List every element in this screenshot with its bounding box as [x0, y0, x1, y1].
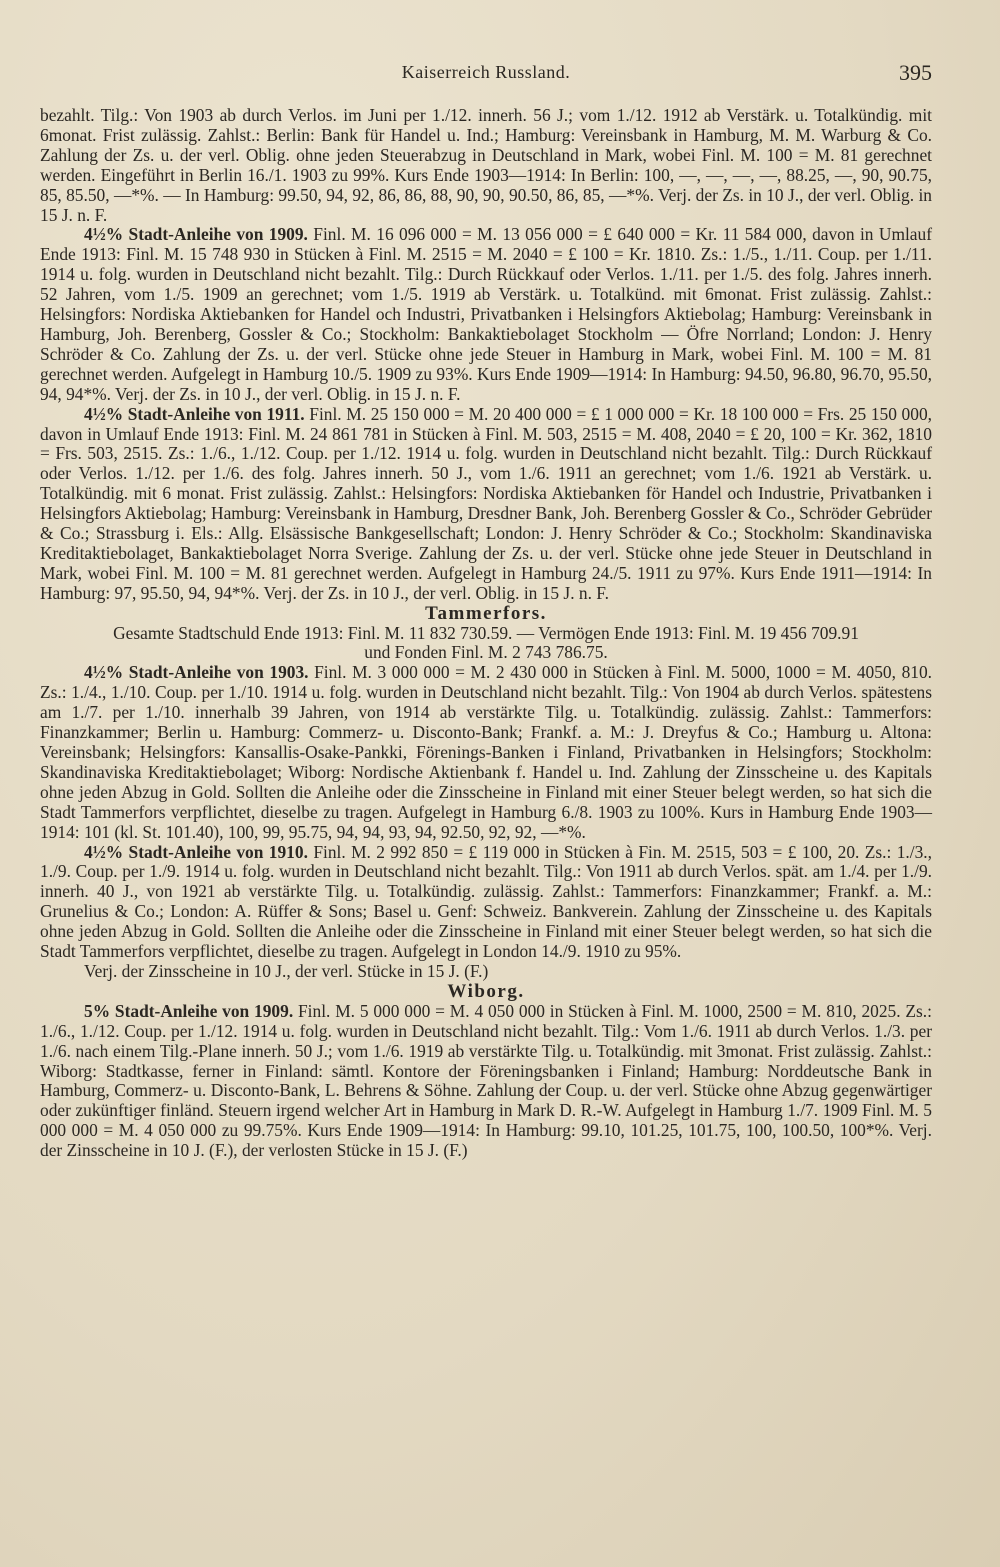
bond-details: Finl. M. 5 000 000 = M. 4 050 000 in Stücken à Finl. M. 1000, 2500 = M. 810, 2025. Zs.: 1./6., 1./12. Coup. per 1./12. 1914 u. folg. wurden in Deutschland nicht bezahlt. Tilg.: Vom 1./6. 1911 ab durch Verlos. 1./3. per 1./6. nach einem Tilg.-Plane innerh. 50 J.; vom 1./6. 1919 ab verstärkte Tilg. u. Totalkündig. mit 3monat. Frist zulässig. Zahlst.: Wiborg: Stadtkasse, ferner in Finland: sämtl. Kontore der Föreningsbanken i Finland; Hamburg: Norddeutsche Bank in Hamburg, Commerz- u. Disconto-Bank, L. Behrens & Söhne. Zahlung der Coup. u. der verl. Stücke ohne Abzug gegenwärtiger oder zukünftiger finländ. Steuern irgend welcher Art in Hamburg in Mark D. R.-W. Aufgelegt in Hamburg 1./7. 1909 Finl. M. 5 000 000 = M. 4 050 000 zu 99.75%. Kurs Ende 1909—1914: In Hamburg: 99.10, 101.25, 101.75, 100, 100.50, 100*%. Verj. der Zinsscheine in 10 J. (F.), der verlosten Stücke in 15 J. (F.) [40, 1000, 932, 1161]
bond-details: Finl. M. 2 992 850 = £ 119 000 in Stücken à Fin. M. 2515, 503 = £ 100, 20. Zs.: 1./3., 1./9. Coup. per 1./9. 1914 u. folg. wurden in Deutschland nicht bezahlt. Tilg.: Von 1911 ab durch Verlos. spät. am 1./4. per 1./9. innerh. 40 J., von 1921 ab verstärkte Tilg. u. Totalkündig. zulässig. Zahlst.: Tammerfors: Finanzkammer; Frankf. a. M.: Grunelius & Co.; London: A. Rüffer & Sons; Basel u. Genf: Schweiz. Bankverein. Zahlung der Zinsscheine u. des Kapitals ohne jeden Abzug in Gold. Sollten die Anleihe oder die Zinsscheine in Finland mit einer Steuer belegt werden, so hat sich die Stadt Tammerfors verpflichtet, dieselbe zu tragen. Aufgelegt in London 14./9. 1910 zu 95%. [40, 841, 933, 962]
bond-details: Finl. M. 16 096 000 = M. 13 056 000 = £ 640 000 = Kr. 11 584 000, davon in Umlauf Ende 1913: Finl. M. 15 748 930 in Stücken à Finl. M. 2515 = M. 2040 = £ 100 = Kr. 1810. Zs.: 1./5., 1./11. Coup. per 1./11. 1914 u. folg. wurden in Deutschland nicht bezahlt. Tilg.: Durch Rückkauf oder Verlos. 1./11. per 1./5. des folg. Jahres innerh. 52 Jahren, vom 1./5. 1909 an gerechnet; vom 1./5. 1919 ab Verstärk. u. Totalkünd. mit 6monat. Frist zulässig. Zahlst.: Helsingfors: Nordiska Aktiebanken for Handel och Industri, Privatbanken i Helsingfors Aktiebolag; Hamburg: Vereinsbank in Hamburg, Joh. Berenberg, Gossler & Co.; Stockholm: Bankaktiebolaget Stockholm — Öfre Norrland; London: J. Henry Schröder & Co. Zahlung der Zs. u. der verl. Stücke ohne jede Steuer in Hamburg in Mark, wobei Finl. M. 100 = M. 81 gerechnet werden. Aufgelegt in Hamburg 10./5. 1909 zu 93%. Kurs Ende 1909—1914: In Hamburg: 94.50, 96.80, 96.70, 95.50, 94, 94*%. Verj. der Zs. in 10 J., der verl. Oblig. in 15 J. n. F. [40, 224, 933, 404]
section-title-tammerfors: Tammerfors. [425, 602, 547, 624]
bond-heading: 4½% Stadt-Anleihe von 1910. [84, 841, 308, 862]
bond-heading: 4½% Stadt-Anleihe von 1903. [84, 662, 309, 683]
running-title: Kaiserreich Russland. [401, 62, 571, 82]
bond-heading: 4½% Stadt-Anleihe von 1911. [84, 403, 305, 424]
bond-heading: 4½% Stadt-Anleihe von 1909. [84, 224, 308, 245]
city-debt-summary: Gesamte Stadtschuld Ende 1913: Finl. M. 11 832 730.59. — Vermögen Ende 1913: Finl. M. 19 456 709.91 [113, 622, 859, 643]
bond-entry-1911 [40, 405, 932, 604]
limitation-note: Verj. der Zinsscheine in 10 J., der verl. Stücke in 15 J. (F.) [84, 960, 489, 981]
bond-entry-tammerfors-1903 [40, 663, 932, 842]
paragraph-text: bezahlt. Tilg.: Von 1903 ab durch Verlos. im Juni per 1./12. innerh. 56 J.; vom 1./12. 1912 ab Verstärk. u. Totalkündig. mit 6monat. Frist zulässig. Zahlst.: Berlin: Bank für Handel u. Ind.; Hamburg: Vereinsbank in Hamburg, M. M. Warburg & Co. Zahlung der Zs. u. der verl. Oblig. ohne jeden Steuerabzug in Deutschland in Mark, wobei Finl. M. 100 = M. 81 gerechnet werden. Eingeführt in Berlin 16./1. 1903 zu 99%. Kurs Ende 1903—1914: In Berlin: 100, —, —, —, —, 88.25, —, 90, 90.75, 85, 85.50, —*%. — In Hamburg: 99.50, 94, 92, 86, 86, 88, 90, 90, 90.50, 86, 85, —*%. Verj. der Zs. in 10 J., der verl. Oblig. in 15 J. n. F. [40, 105, 932, 225]
bond-entry-tammerfors-1910 [40, 843, 932, 962]
paragraph-continued [40, 106, 932, 225]
page-number: 395 [899, 60, 932, 85]
body-text [40, 106, 932, 1161]
bond-entry-1909 [40, 225, 932, 404]
bond-entry-wiborg-1909 [40, 1002, 932, 1161]
bond-details: Finl. M. 25 150 000 = M. 20 400 000 = £ 1 000 000 = Kr. 18 100 000 = Frs. 25 150 000, davon in Umlauf Ende 1913: Finl. M. 24 861 781 in Stücken à Finl. M. 503, 2515 = M. 408, 2040 = £ 20, 100 = Kr. 362, 1810 = Frs. 503, 2515. Zs.: 1./6., 1./12. Coup. per 1./12. 1914 u. folg. wurden in Deutschland nicht bezahlt. Tilg.: Durch Rückkauf oder Verlos. 1./12. per 1./6. des folg. Jahres innerh. 50 J., vom 1./6. 1911 an gerechnet; vom 1./6. 1921 ab Verstärk. u. Totalkündig. mit 6 monat. Frist zulässig. Zahlst.: Helsingfors: Nordiska Aktiebanken för Handel och Industrie, Privatbanken i Helsingfors Aktiebolag; Hamburg: Vereinsbank in Hamburg, Dresdner Bank, Joh. Berenberg Gossler & Co., Schröder Gebrüder & Co.; Strassburg i. Els.: Allg. Elsässische Bankgesellschaft; London: J. Henry Schröder & Co.; Stockholm: Skandinaviska Kreditaktiebolaget, Bankaktiebolaget Norra Sverige. Zahlung der Zs. u. der verl. Stücke ohne jede Steuer in Deutschland in Mark, wobei Finl. M. 100 = M. 81 gerechnet werden. Aufgelegt in Hamburg 24./5. 1911 zu 97%. Kurs Ende 1911—1914: In Hamburg: 97, 95.50, 94, 94*%. Verj. der Zs. in 10 J., der verl. Oblig. in 15 J. n. F. [40, 403, 932, 603]
city-fund-summary: und Fonden Finl. M. 2 743 786.75. [364, 642, 608, 663]
bond-heading: 5% Stadt-Anleihe von 1909. [84, 1000, 294, 1021]
page-header [40, 60, 932, 86]
bond-details: Finl. M. 3 000 000 = M. 2 430 000 in Stücken à Finl. M. 5000, 1000 = M. 4050, 810. Zs.: 1./4., 1./10. Coup. per 1./10. 1914 u. folg. wurden in Deutschland nicht bezahlt. Tilg.: Von 1904 ab durch Verlos. spätestens am 1./7. per 1./10. innerhalb 39 Jahren, von 1914 ab verstärkte Tilg. u. Totalkündig. zulässig. Zahlst.: Tammerfors: Finanzkammer; Berlin u. Hamburg: Commerz- u. Disconto-Bank; Frankf. a. M.: J. Dreyfus & Co.; Hamburg u. Altona: Vereinsbank; Helsingfors: Kansallis-Osake-Pankki, Förenings-Banken i Finland, Privatbanken in Helsingfors; Stockholm: Skandinaviska Kreditaktiebolaget; Wiborg: Nordische Aktienbank f. Handel u. Ind. Zahlung der Zinsscheine u. des Kapitals ohne jeden Abzug in Gold. Sollten die Anleihe oder die Zinsscheine in Finland mit einer Steuer belegt werden, so hat sich die Stadt Tammerfors verpflichtet, dieselbe zu tragen. Aufgelegt in Hamburg 6./8. 1903 zu 100%. Kurs in Hamburg Ende 1903—1914: 101 (kl. St. 101.40), 100, 99, 95.75, 94, 94, 93, 94, 92.50, 92, 92, —*%. [40, 662, 932, 842]
section-title-wiborg: Wiborg. [447, 980, 525, 1002]
